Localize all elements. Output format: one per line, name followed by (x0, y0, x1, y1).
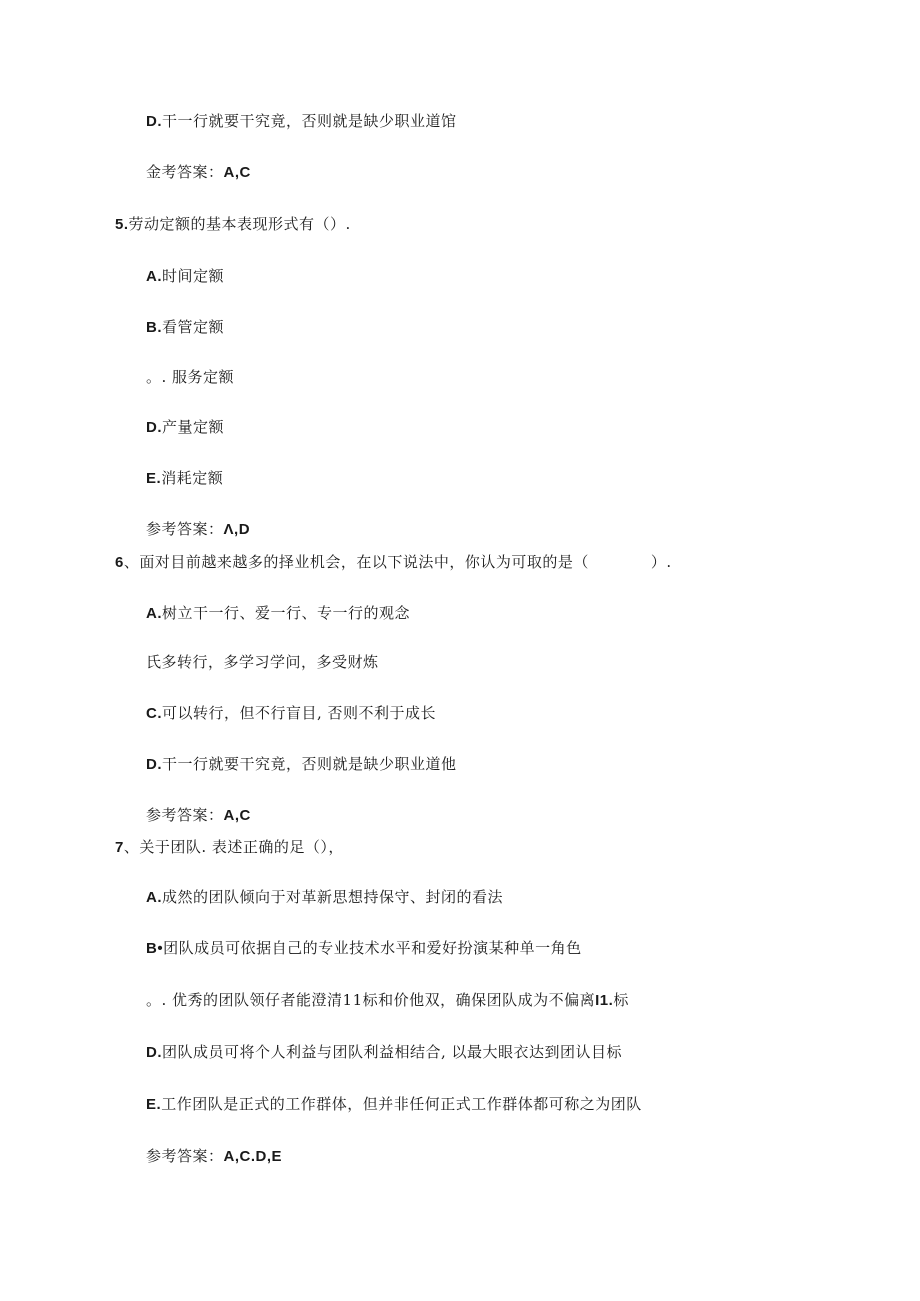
item-text: 产量定额 (162, 418, 225, 436)
option-line (146, 1146, 282, 1167)
item-text: 时间定额 (162, 267, 225, 285)
item-text: 看管定额 (162, 318, 225, 336)
option-line (146, 1042, 622, 1063)
item-label: C. (146, 705, 162, 722)
item-text: 参考答案： (146, 520, 224, 538)
item-label: D. (146, 113, 162, 130)
option-line (146, 990, 629, 1011)
item-text: 消耗定额 (161, 469, 224, 487)
item-text: 工作团队是正式的工作群体，但并非任何正式工作群体都可称之为团队 (161, 1095, 642, 1113)
item-label: 7 (115, 839, 124, 856)
item-emphasis: I1. (595, 992, 614, 1009)
item-tail: 标 (613, 991, 629, 1009)
option-line (146, 887, 503, 908)
item-text: 、关于团队. 表述正确的足（）， (123, 838, 344, 856)
option-line (146, 703, 436, 724)
option-line (146, 754, 457, 775)
item-text: 干一行就要干究竟，否则就是缺少职业道馆 (162, 112, 457, 130)
item-label: B. (146, 319, 162, 336)
option-line (146, 468, 223, 489)
answer-value: A,C (223, 807, 251, 824)
option-line (146, 652, 379, 672)
item-label: D. (146, 1044, 162, 1061)
item-text: 团队成员可将个人利益与团队利益相结合, 以最大眼衣达到团认目标 (162, 1043, 623, 1061)
question-line (115, 837, 344, 858)
question-line (115, 214, 351, 235)
question-line (115, 552, 672, 573)
item-text: 成然的团队倾向于对革新思想持保守、封闭的看法 (162, 888, 504, 906)
item-label: 6 (115, 554, 124, 571)
option-line (146, 519, 250, 540)
item-text: 参考答案： (146, 806, 224, 824)
item-text: 、面对目前越来越多的择业机会，在以下说法中，你认为可取的是（ ）. (123, 553, 672, 571)
item-label: D. (146, 419, 162, 436)
item-text: 金考答案： (146, 163, 224, 181)
item-label: A. (146, 268, 162, 285)
item-text: 团队成员可依据自己的专业技术水平和爱好扮演某种单一角色 (163, 939, 582, 957)
option-line (146, 317, 224, 338)
option-line (146, 111, 457, 132)
option-line (146, 417, 224, 438)
option-line (146, 1094, 642, 1115)
item-label: A. (146, 605, 162, 622)
item-label: B• (146, 940, 164, 957)
item-label: 5. (115, 216, 129, 233)
option-line (146, 367, 234, 387)
item-text: 树立干一行、爱一行、专一行的观念 (162, 604, 411, 622)
answer-value: A,C (223, 164, 251, 181)
answer-value: A,C.D,E (223, 1148, 283, 1165)
item-text: 氏多转行，多学习学问，多受财炼 (146, 653, 379, 671)
item-label: A. (146, 889, 162, 906)
answer-value: Λ,D (223, 521, 251, 538)
item-text: 干一行就要干究竟，否则就是缺少职业道他 (162, 755, 457, 773)
item-text: 。. 服务定额 (146, 368, 235, 386)
item-text: 。. 优秀的团队领仔者能澄清11标和价他双，确保团队成为不偏离 (146, 991, 596, 1009)
option-line (146, 162, 251, 183)
item-label: E. (146, 1096, 162, 1113)
item-label: D. (146, 756, 162, 773)
option-line (146, 266, 224, 287)
item-text: 参考答案： (146, 1147, 224, 1165)
option-line (146, 603, 410, 624)
option-line (146, 938, 582, 959)
option-line (146, 805, 251, 826)
item-text: 可以转行，但不行盲目, 否则不利于成长 (162, 704, 437, 722)
item-text: 劳动定额的基本表现形式有（）. (128, 215, 351, 233)
item-label: E. (146, 470, 162, 487)
